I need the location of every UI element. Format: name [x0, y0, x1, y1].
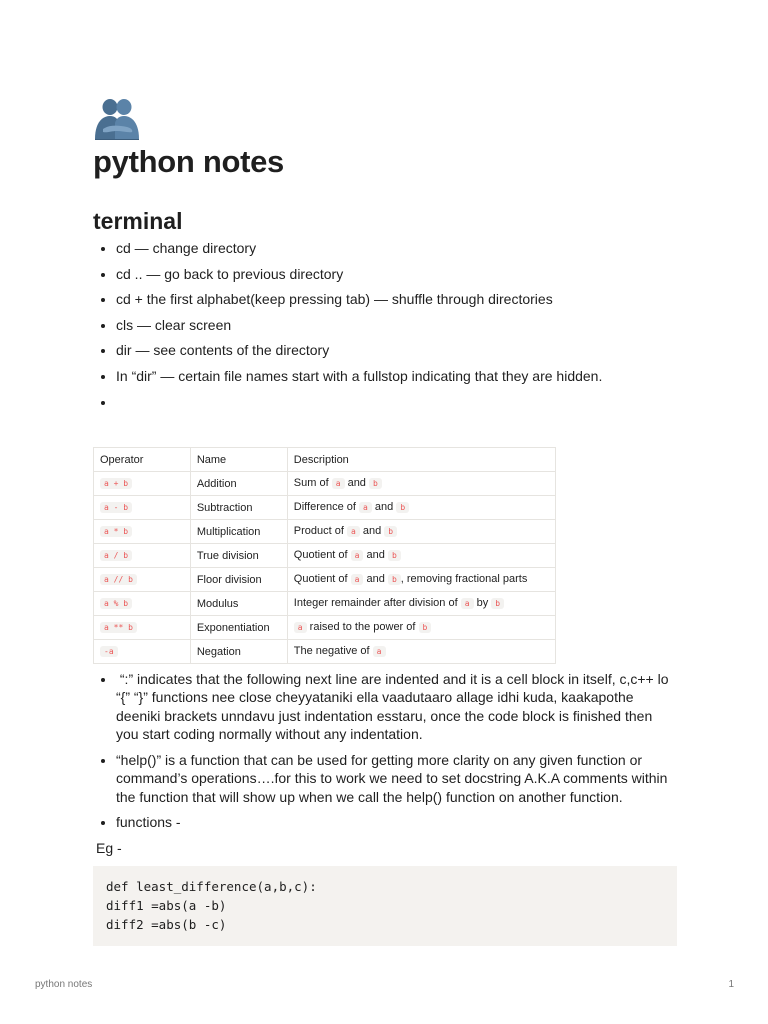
- description-text: and: [344, 477, 369, 490]
- code-line: def least_difference(a,b,c):: [106, 878, 317, 894]
- inline-code: a * b: [100, 526, 132, 537]
- inline-code: a / b: [100, 550, 132, 561]
- list-item: • cd .. — go back to previous directory: [116, 265, 677, 284]
- notes-list: [93, 670, 677, 832]
- description-text: Difference of: [293, 501, 360, 514]
- inline-code: a: [373, 646, 386, 657]
- list-item: • “:” indicates that the following next line are indented and it is a cell block in itself, c,c++ lo “{” “}” functions nee close cheyyataniki ella vaadutaaro allage idhi kuda, kaakapothe deeniki brackets unndavu just indentation esstaru, once the code block is finished then you start coding normally without any indentation.: [116, 670, 677, 744]
- description-cell: [287, 495, 555, 519]
- description-cell: [287, 519, 555, 543]
- inline-code: b: [419, 622, 432, 633]
- code-line: diff1 =abs(a -b): [106, 897, 227, 913]
- inline-code: a: [294, 622, 307, 633]
- page-title: python notes: [93, 144, 284, 179]
- table-row: [94, 591, 556, 615]
- description-text: by: [473, 597, 492, 610]
- table-row: [94, 567, 556, 591]
- inline-code: a % b: [100, 598, 132, 609]
- list-item: • cls — clear screen: [116, 316, 677, 335]
- operator-cell: [94, 471, 191, 495]
- page-content: [93, 96, 677, 946]
- inline-code: a - b: [100, 502, 132, 513]
- name-cell: True division: [190, 543, 287, 567]
- operator-cell: [94, 519, 191, 543]
- description-text: Product of: [293, 525, 347, 538]
- operator-cell: [94, 615, 191, 639]
- description-text: Sum of: [293, 477, 332, 490]
- description-cell: [287, 639, 555, 663]
- inline-code: b: [369, 478, 382, 489]
- list-item: • In “dir” — certain file names start with a fullstop indicating that they are hidden.: [116, 367, 677, 386]
- table-row: [94, 519, 556, 543]
- description-cell: [287, 591, 555, 615]
- inline-code: a // b: [100, 574, 137, 585]
- name-cell: Addition: [190, 471, 287, 495]
- table-row: [94, 471, 556, 495]
- inline-code: b: [388, 574, 401, 585]
- name-cell: Modulus: [190, 591, 287, 615]
- description-cell: [287, 471, 555, 495]
- name-cell: Subtraction: [190, 495, 287, 519]
- name-cell: Multiplication: [190, 519, 287, 543]
- example-label: Eg -: [96, 839, 122, 856]
- code-block: [93, 866, 677, 946]
- inline-code: a: [461, 598, 474, 609]
- inline-code: b: [388, 550, 401, 561]
- name-cell: Negation: [190, 639, 287, 663]
- description-text: raised to the power of: [306, 621, 419, 634]
- table-header-row: [94, 447, 556, 471]
- list-item: • dir — see contents of the directory: [116, 341, 677, 360]
- terminal-list: [93, 239, 677, 412]
- description-text: and: [371, 501, 397, 514]
- name-cell: Exponentiation: [190, 615, 287, 639]
- operator-cell: [94, 639, 191, 663]
- inline-code: a: [347, 526, 360, 537]
- description-text: The negative of: [293, 645, 373, 658]
- column-header: Description: [287, 447, 555, 471]
- inline-code: a: [351, 574, 364, 585]
- table-row: [94, 615, 556, 639]
- column-header: Operator: [94, 447, 191, 471]
- description-cell: [287, 543, 555, 567]
- list-item: • cd + the first alphabet(keep pressing tab) — shuffle through directories: [116, 290, 677, 309]
- description-text: and: [359, 525, 385, 538]
- description-cell: [287, 615, 555, 639]
- inline-code: b: [384, 526, 397, 537]
- footer-page-number: 1: [728, 979, 734, 990]
- operator-cell: [94, 495, 191, 519]
- inline-code: a: [359, 502, 372, 513]
- inline-code: a ** b: [100, 622, 137, 633]
- name-cell: Floor division: [190, 567, 287, 591]
- table-row: [94, 495, 556, 519]
- column-header: Name: [190, 447, 287, 471]
- inline-code: -a: [100, 646, 118, 657]
- description-text: Quotient of: [293, 549, 351, 562]
- list-item: • “help()” is a function that can be used for getting more clarity on any given function or command’s operations….for this to work we need to set docstring A.K.A comments within the function that will show up when we call the help() function on another function.: [116, 751, 677, 807]
- description-text: Quotient of: [293, 573, 351, 586]
- operator-cell: [94, 567, 191, 591]
- code-line: diff2 =abs(b -c): [106, 916, 227, 932]
- footer-document-name: python notes: [35, 979, 93, 990]
- people-hugging-icon: [93, 96, 141, 140]
- operator-cell: [94, 591, 191, 615]
- inline-code: a: [332, 478, 345, 489]
- inline-code: a + b: [100, 478, 132, 489]
- description-text: , removing fractional parts: [400, 573, 528, 586]
- description-text: and: [363, 573, 388, 586]
- description-text: and: [363, 549, 388, 562]
- inline-code: a: [351, 550, 364, 561]
- operators-table: [93, 447, 556, 664]
- inline-code: b: [491, 598, 504, 609]
- table-row: [94, 639, 556, 663]
- description-cell: [287, 567, 555, 591]
- section-heading-terminal: terminal: [93, 208, 183, 234]
- table-row: [94, 543, 556, 567]
- inline-code: b: [396, 502, 409, 513]
- list-item: • cd — change directory: [116, 239, 677, 258]
- list-item: • functions -: [116, 813, 677, 832]
- description-text: Integer remainder after division of: [293, 597, 461, 610]
- list-item-empty: [116, 393, 677, 412]
- operator-cell: [94, 543, 191, 567]
